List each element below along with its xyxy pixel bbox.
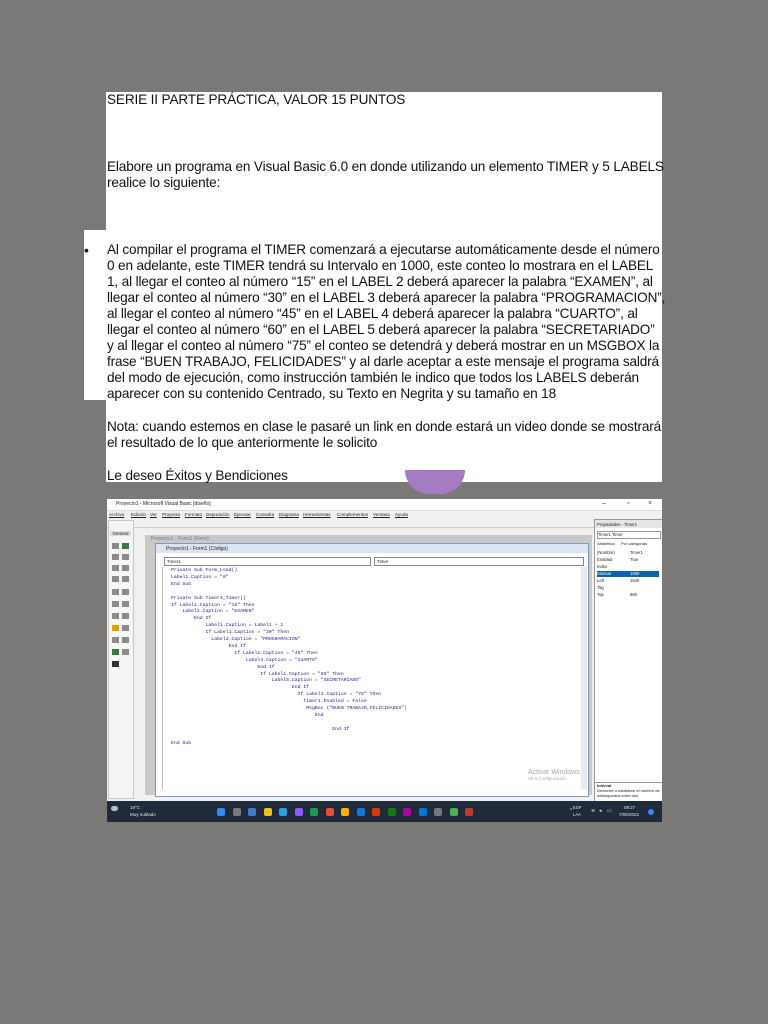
menu-item[interactable]: Diagrama: [279, 512, 299, 517]
bullet-line: del modo de ejecución, como instrucción también le indico que todos los LABELS deberán: [107, 370, 639, 385]
taskbar-app-icon[interactable]: [279, 808, 287, 816]
property-key: Enabled: [597, 557, 613, 562]
tray-chevron-icon[interactable]: ^: [570, 808, 573, 814]
code-window-titlebar: [156, 544, 588, 553]
object-combo-value: Timer1: [167, 559, 181, 564]
property-value: 2640: [630, 578, 640, 583]
timer-icon[interactable]: [112, 613, 119, 619]
taskbar-app-icon[interactable]: [310, 808, 318, 816]
code-line: End If: [171, 664, 275, 670]
closing-line: Le deseo Éxitos y Bendiciones: [107, 468, 288, 483]
watermark-line: Ve a Configuración: [528, 776, 567, 781]
code-line: End If: [171, 616, 212, 622]
property-key: Interval: [597, 571, 611, 576]
minimize-icon[interactable]: –: [602, 500, 606, 507]
properties-header: [595, 520, 662, 528]
toolbox-label: General: [110, 531, 131, 536]
taskbar-app-icon[interactable]: [450, 808, 458, 816]
menu-item[interactable]: Formato: [185, 512, 203, 517]
frame-icon[interactable]: [112, 565, 119, 571]
menu-item[interactable]: Proyecto: [162, 512, 181, 517]
property-row[interactable]: [597, 564, 659, 570]
bullet-icon: •: [84, 242, 89, 258]
property-description-text: Devuelve o establece el número de milisegundos entre dos: [597, 788, 660, 798]
dirlist-icon[interactable]: [112, 625, 119, 631]
menu-bar: [107, 511, 662, 519]
clock-date[interactable]: 7/06/2022: [619, 812, 640, 817]
bullet-line: Al compilar el programa el TIMER comenzará a ejecutarse automáticamente desde el número: [107, 242, 660, 257]
taskbar-app-icon[interactable]: [233, 808, 241, 816]
code-line: Label5.Caption = "SECRETARIADO": [171, 678, 361, 684]
property-description-title: Interval: [597, 783, 612, 788]
taskbar-app-icon[interactable]: [434, 808, 442, 816]
vscroll-icon[interactable]: [122, 601, 129, 607]
taskbar-app-icon[interactable]: [465, 808, 473, 816]
drivelist-icon[interactable]: [122, 613, 129, 619]
listbox-icon[interactable]: [122, 589, 129, 595]
property-row-selected[interactable]: [597, 571, 659, 577]
code-line: End If: [171, 643, 246, 649]
bullet-line: aparecer con su contenido Centrado, su Texto en Negrita y su tamaño en 18: [107, 386, 557, 401]
code-vscrollbar[interactable]: [581, 567, 587, 789]
weather-temp: 19°C: [130, 805, 141, 810]
taskbar-app-icon[interactable]: [372, 808, 380, 816]
menu-item[interactable]: Herramientas: [303, 512, 331, 517]
taskbar: [107, 801, 662, 822]
toolbox: [108, 520, 134, 799]
code-line: If Label1.Caption = "30" Then: [171, 630, 290, 636]
weather-icon: [111, 806, 118, 811]
property-row[interactable]: [597, 578, 659, 584]
weather-desc: Muy nublado: [130, 812, 156, 817]
textbox-icon[interactable]: [122, 554, 129, 560]
code-line: End If: [171, 685, 310, 691]
bullet-line: 0 en adelante, este TIMER tendrá su Intervalo en 1000, este conteo lo mostrara en el LABEL: [107, 258, 654, 273]
taskbar-app-icon[interactable]: [326, 808, 334, 816]
code-line: End Sub: [171, 581, 192, 587]
menu-item[interactable]: Ejecutar: [234, 512, 251, 517]
pointer-icon[interactable]: [112, 543, 119, 549]
menu-item[interactable]: Archivo: [109, 512, 125, 517]
line-icon[interactable]: [122, 637, 129, 643]
bullet-line: y al llegar el conteo al número “75” el conteo se detendrá y deberá mostrar en un MSGBOX la: [107, 338, 660, 353]
property-value: True: [630, 557, 639, 562]
taskbar-app-icon[interactable]: [248, 808, 256, 816]
taskbar-app-icon[interactable]: [403, 808, 411, 816]
filelist-icon[interactable]: [122, 625, 129, 631]
bullet-line: 1, al llegar el conteo al número “15” en el LABEL 2 deberá aparecer la palabra “EXAMEN”, al: [107, 274, 653, 289]
code-line: Private Sub Timer1_Timer(): [171, 595, 246, 601]
code-margin: [162, 567, 163, 789]
menu-item[interactable]: Consulta: [256, 512, 275, 517]
code-line: MsgBox ("BUEN TRABAJO,FELICIDADES"): [171, 706, 408, 711]
vb6-screenshot: [107, 499, 662, 822]
property-key: (Nombre): [597, 550, 615, 555]
tray-language[interactable]: ESP: [573, 805, 582, 810]
code-line: Label2.Caption = "EXAMEN": [171, 609, 255, 615]
property-row[interactable]: [597, 550, 659, 556]
close-icon[interactable]: ×: [648, 500, 653, 507]
notification-icon[interactable]: [648, 809, 654, 815]
menu-item[interactable]: Depuración: [206, 512, 230, 517]
hscroll-icon[interactable]: [112, 601, 119, 607]
taskbar-app-icon[interactable]: [295, 808, 303, 816]
property-value: 1000: [630, 571, 640, 576]
property-row[interactable]: [597, 592, 659, 598]
tray-layout[interactable]: LAA: [573, 812, 581, 817]
label-icon[interactable]: [112, 554, 119, 560]
bullet-line: llegar el conteo al número “60” en el LABEL 5 deberá aparecer la palabra “SECRETARIADO”: [107, 322, 655, 337]
properties-panel: [594, 519, 662, 804]
wifi-icon[interactable]: ≋: [591, 808, 596, 814]
property-row[interactable]: [597, 585, 659, 591]
combobox-icon[interactable]: [112, 589, 119, 595]
clock-time[interactable]: 09:27: [624, 805, 636, 810]
property-description: [595, 782, 662, 803]
properties-tab[interactable]: Alfabética: [597, 541, 615, 546]
shape-icon[interactable]: [112, 637, 119, 643]
property-key: Index: [597, 564, 608, 569]
code-line: End If: [171, 726, 350, 732]
activation-watermark: [528, 769, 580, 781]
button-icon[interactable]: [122, 565, 129, 571]
code-window-title: Proyecto1 - Form1 (Código): [166, 546, 228, 552]
window-titlebar: [107, 499, 662, 511]
ole-icon[interactable]: [112, 661, 119, 667]
property-value: Timer1: [630, 550, 643, 555]
taskbar-app-icon[interactable]: [419, 808, 427, 816]
code-line: Private Sub Form_Load(): [171, 568, 238, 573]
form-window-title: Proyecto1 - Form1 (Form): [151, 536, 209, 542]
code-line: If Label1.Caption = "15" Then: [171, 602, 255, 608]
procedure-combo[interactable]: [374, 557, 584, 566]
bullet-line: llegar el conteo al número “30” en el LABEL 3 deberá aparecer la palabra “PROGRAMACION”,: [107, 290, 666, 305]
picturebox-icon[interactable]: [122, 543, 129, 549]
heading: SERIE II PARTE PRÁCTICA, VALOR 15 PUNTOS: [107, 92, 406, 107]
code-line: Label3.Caption = "PROGRAMACION": [171, 637, 301, 642]
taskbar-app-icon[interactable]: [388, 808, 396, 816]
code-line: Label4.Caption = "CUARTO": [171, 657, 318, 663]
bullet-line: frase “BUEN TRABAJO, FELICIDADES” y al darle aceptar a este mensaje el programa saldrá: [107, 354, 659, 369]
object-combo[interactable]: [164, 557, 371, 566]
data-icon[interactable]: [122, 649, 129, 655]
menu-item[interactable]: Edición: [131, 512, 147, 517]
battery-icon[interactable]: ▭: [607, 808, 612, 814]
taskbar-app-icon[interactable]: [264, 808, 272, 816]
property-value: 960: [630, 592, 637, 597]
code-line: End Sub: [171, 740, 192, 746]
radio-icon[interactable]: [122, 576, 129, 582]
maximize-icon[interactable]: ▫: [627, 500, 630, 507]
note-line: el resultado de lo que anteriormente le solicito: [107, 435, 378, 450]
property-key: Left: [597, 578, 604, 583]
intro-line: Elabore un programa en Visual Basic 6.0 en donde utilizando un elemento TIMER y 5 LABELS: [107, 159, 664, 174]
checkbox-icon[interactable]: [112, 576, 119, 582]
code-line: If Label1.Caption = "45" Then: [171, 650, 318, 656]
menu-item[interactable]: Ventana: [373, 512, 390, 517]
property-row[interactable]: [597, 557, 659, 563]
properties-tab[interactable]: Por categorías: [621, 541, 648, 546]
property-key: Top: [597, 592, 604, 597]
window-title: Proyecto1 - Microsoft Visual Basic [diseño]: [116, 501, 211, 507]
taskbar-app-icon[interactable]: [341, 808, 349, 816]
menu-item[interactable]: Complementos: [337, 512, 368, 517]
taskbar-app-icon[interactable]: [217, 808, 225, 816]
properties-object: Timer1 Timer: [598, 532, 623, 537]
code-line: Label1.Caption = "0": [171, 574, 229, 580]
code-line: Timer1.Enabled = False: [171, 699, 367, 705]
image-icon[interactable]: [112, 649, 119, 655]
property-key: Tag: [597, 585, 604, 590]
properties-title: Propiedades - Timer1: [597, 522, 638, 527]
properties-object-combo[interactable]: [597, 531, 661, 539]
intro-line: realice lo siguiente:: [107, 175, 221, 190]
toolbar: [107, 519, 662, 528]
volume-icon[interactable]: ◂: [599, 808, 602, 814]
menu-item[interactable]: Ayuda: [395, 512, 408, 517]
menu-item[interactable]: Ver: [150, 512, 157, 517]
procedure-combo-value: Timer: [377, 559, 389, 564]
code-line: If Label1.Caption = "60" Then: [171, 671, 344, 677]
code-line: End: [171, 712, 324, 718]
note-line: Nota: cuando estemos en clase le pasaré un link en donde estará un video donde se mostrará: [107, 419, 662, 434]
watermark-line: Activar Windows: [528, 769, 580, 776]
bullet-line: al llegar el conteo al número “45” en el LABEL 4 deberá aparecer la palabra “CUARTO”, al: [107, 306, 638, 321]
code-line: If Label1.Caption = "75" Then: [171, 692, 382, 698]
code-line: Label1.Caption = Label1 + 1: [171, 623, 284, 629]
decorative-shape: [405, 470, 465, 494]
taskbar-app-icon[interactable]: [357, 808, 365, 816]
